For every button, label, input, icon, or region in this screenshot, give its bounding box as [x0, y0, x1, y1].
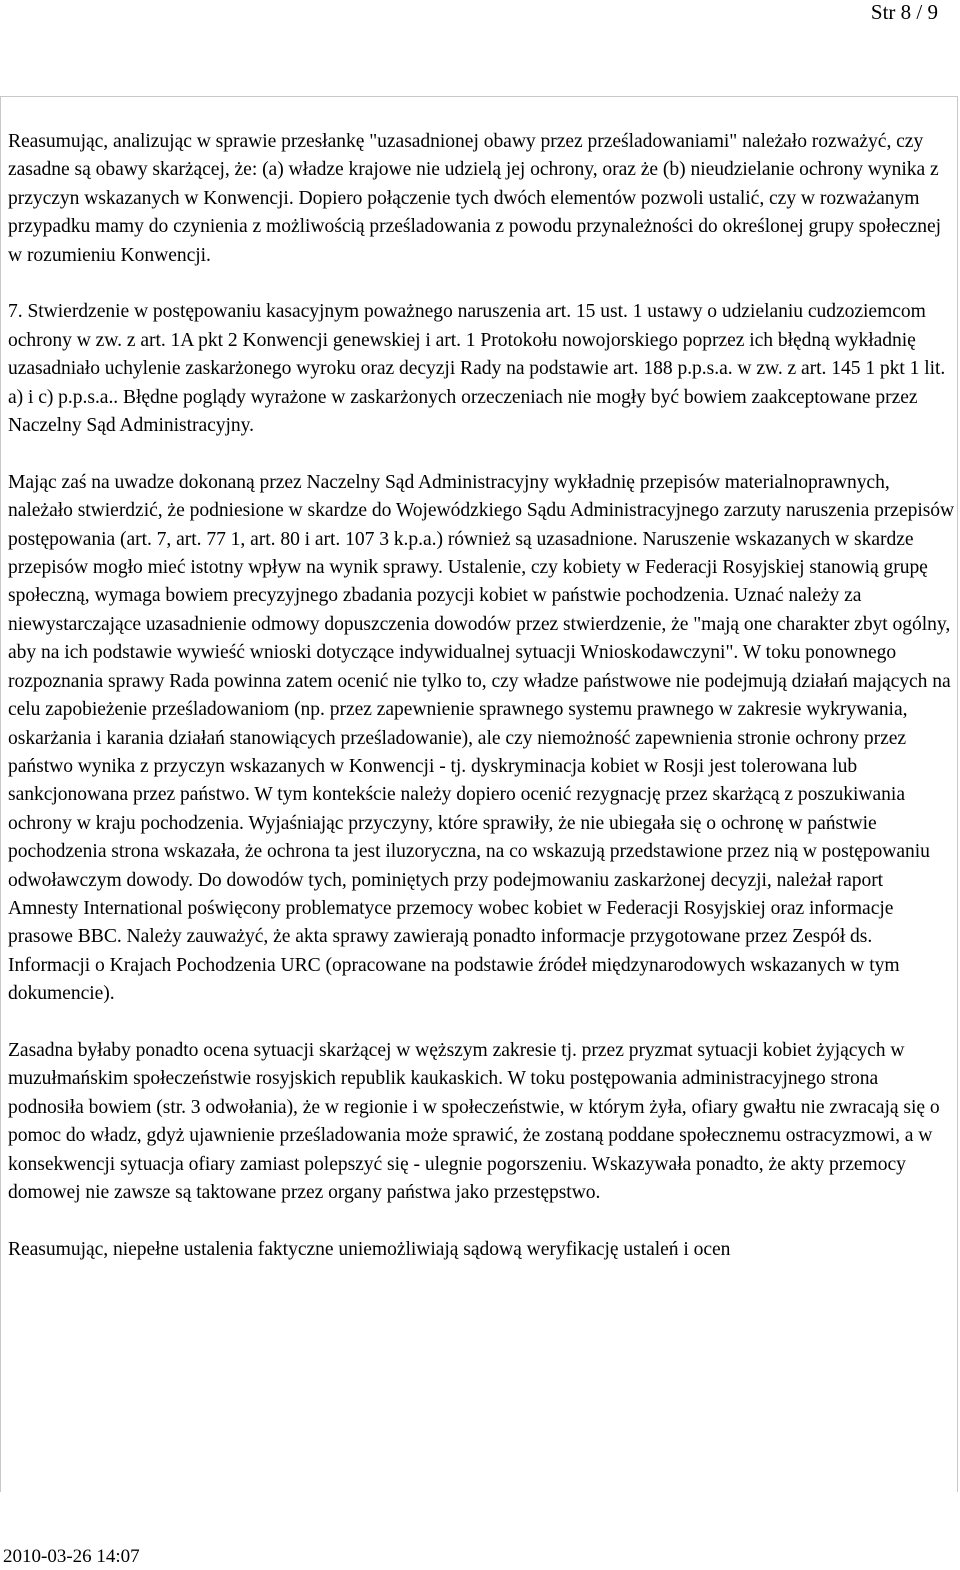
paragraph-procedural-violations: Mając zaś na uwadze dokonaną przez Naczelny Sąd Administracyjny wykładnię przepisów materialnoprawnych, należało stwierdzić, że podniesione w skardze do Wojewódzkiego Sądu Administracyjnego zarzuty naruszenia przepisów postępowania (art. 7, art. 77 1, art. 80 i art. 107 3 k.p.a.) również są uzasadnione. Naruszenie wskazanych w skardze przepisów mogło mieć istotny wpływ na wynik sprawy. Ustalenie, czy kobiety w Federacji Rosyjskiej stanowią grupę społeczną, wymaga bowiem precyzyjnego zbadania pozycji kobiet w państwie pochodzenia. Uznać należy za niewystarczające uzasadnienie odmowy dopuszczenia dowodów przez stwierdzenie, że "mają one charakter zbyt ogólny, aby na ich podstawie wywieść wnioski dotyczące indywidualnej sytuacji Wnioskodawczyni". W toku ponownego rozpoznania sprawy Rada powinna zatem ocenić nie tylko to, czy władze państwowe nie podejmują działań mających na celu zapobieżenie prześladowaniom (np. przez zapewnienie sprawnego systemu prawnego w zakresie wykrywania, oskarżania i karania działań stanowiących prześladowanie), ale czy niemożność zapewnienia stronie ochrony przez państwo wynika z przyczyn wskazanych w Konwencji - tj. dyskryminacja kobiet w Rosji jest tolerowana lub sankcjonowana przez państwo. W tym kontekście należy dopiero ocenić rezygnację przez skarżącą z poszukiwania ochrony w kraju pochodzenia. Wyjaśniając przyczyny, które sprawiły, że nie ubiegała się o ochronę w państwie pochodzenia strona wskazała, że ochrona ta jest iluzoryczna, na co wskazują przedstawione przez nią w postępowaniu odwoławczym dowody. Do dowodów tych, pominiętych przy podejmowaniu zaskarżonej decyzji, należał raport Amnesty International poświęcony problematyce przemocy wobec kobiet w Federacji Rosyjskiej oraz informacje prasowe BBC. Należy zauważyć, że akta sprawy zawierają ponadto informacje przygotowane przez Zespół ds. Informacji o Krajach Pochodzenia URC (opracowane na podstawie źródeł międzynarodowych wskazanych w tym dokumencie).: [8, 471, 955, 1005]
paragraph-summary: Reasumując, analizując w sprawie przesłankę "uzasadnionej obawy przez prześladowaniami" należało rozważyć, czy zasadne są obawy skarżącej, że: (a) władze krajowe nie udzielą jej ochrony, oraz że (b) nieudzielanie ochrony wynika z przyczyn wskazanych w Konwencji. Dopiero połączenie tych dwóch elementów pozwoli ustalić, czy w rozważanym przypadku mamy do czynienia z możliwością prześladowania z powodu przynależności do określonej grupy społecznej w rozumieniu Konwencji.: [8, 131, 941, 266]
print-timestamp: 2010-03-26 14:07: [3, 1546, 140, 1567]
document-body: [8, 128, 956, 1264]
paragraph-conclusion: Reasumując, niepełne ustalenia faktyczne uniemożliwiają sądową weryfikację ustaleń i ocen: [8, 1238, 731, 1260]
paragraph-narrower-scope: Zasadna byłaby ponadto ocena sytuacji skarżącej w węższym zakresie tj. przez pryzmat sytuacji kobiet żyjących w muzułmańskim społeczeństwie rosyjskich republik kaukaskich. W toku postępowania administracyjnego strona podnosiła bowiem (str. 3 odwołania), że w regionie i w społeczeństwie, w którym żyła, ofiary gwałtu nie zwracają się o pomoc do władz, gdyż ujawnienie prześladowania może sprawić, że zostaną poddane społecznemu ostracyzmowi, a w konsekwencji sytuacja ofiary zamiast polepszyć się - ulegnie pogorszeniu. Wskazywała ponadto, że akty przemocy domowej nie zawsze są taktowane przez organy państwa jako przestępstwo.: [8, 1039, 940, 1203]
paragraph-point-7: 7. Stwierdzenie w postępowaniu kasacyjnym poważnego naruszenia art. 15 ust. 1 ustawy o udzielaniu cudzoziemcom ochrony w zw. z art. 1A pkt 2 Konwencji genewskiej i art. 1 Protokołu nowojorskiego poprzez ich błędną wykładnię uzasadniało uchylenie zaskarżonego wyroku oraz decyzji Rady na podstawie art. 188 p.p.s.a. w zw. z art. 145 1 pkt 1 lit. a) i c) p.p.s.a.. Błędne poglądy wyrażone w zaskarżonych orzeczeniach nie mogły być bowiem zaakceptowane przez Naczelny Sąd Administracyjny.: [8, 301, 946, 437]
page-number: Str 8 / 9: [870, 0, 938, 24]
